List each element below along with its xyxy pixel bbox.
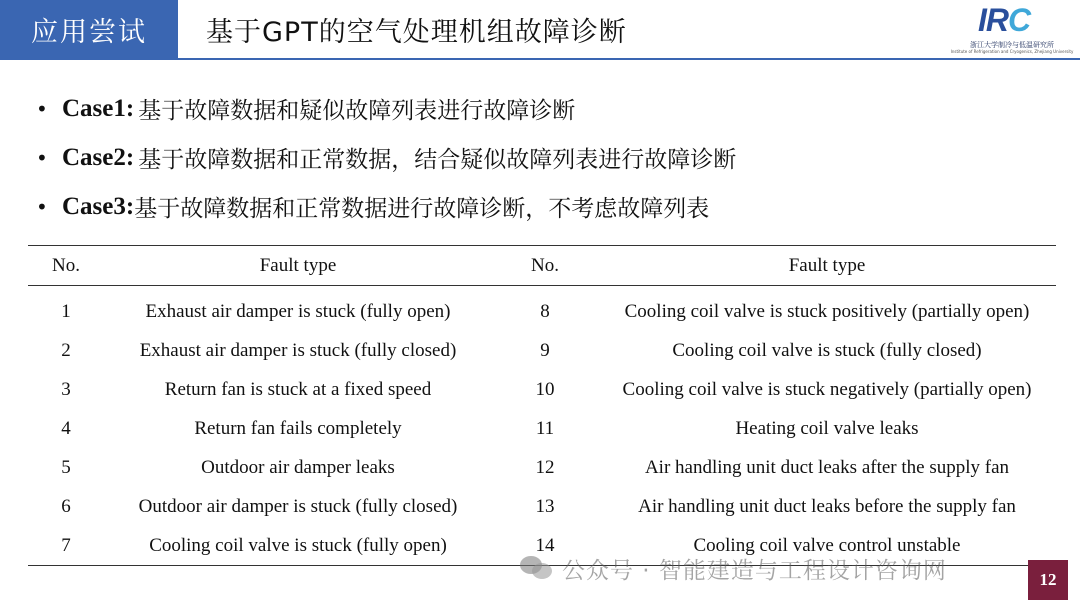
- cell-no: 13: [535, 495, 555, 517]
- slide-title: 基于GPT的空气处理机组故障诊断: [206, 16, 627, 48]
- cell-no: 11: [535, 417, 555, 439]
- slide-header: [0, 0, 1080, 58]
- watermark-text: 公众号 · 智能建造与工程设计咨询网: [562, 557, 947, 584]
- case-list: [36, 84, 1046, 231]
- logo-mark-ir: IR: [978, 2, 1008, 38]
- logo-mark-c: C: [1008, 2, 1031, 38]
- table-row: [28, 370, 1056, 409]
- page-number-badge: 12: [1028, 560, 1068, 600]
- wechat-watermark: [520, 550, 947, 586]
- cell-fault: Cooling coil valve is stuck negatively (partially open): [622, 378, 1032, 400]
- case-label: Case3:: [62, 192, 135, 220]
- table-row: [28, 286, 1056, 332]
- cell-no: 3: [61, 378, 71, 400]
- cell-no: 2: [61, 339, 71, 361]
- cell-no: 7: [61, 534, 71, 556]
- bullet-case2: [36, 133, 1046, 182]
- header-no: No.: [52, 254, 80, 276]
- case-text: 基于故障数据和正常数据进行故障诊断，不考虑故障列表: [134, 196, 710, 222]
- cell-fault: Return fan fails completely: [194, 417, 402, 439]
- cell-no: 6: [61, 495, 71, 517]
- logo-en-text: Institute of Refrigeration and Cryogenics, Zhejiang University: [950, 49, 1074, 54]
- case-label: Case2:: [62, 143, 135, 171]
- cell-fault: Air handling unit duct leaks after the supply fan: [644, 456, 1010, 478]
- table-row: [28, 331, 1056, 370]
- cell-fault: Cooling coil valve control unstable: [693, 534, 961, 556]
- irc-logo: [948, 2, 1076, 56]
- cell-fault: Heating coil valve leaks: [735, 417, 919, 439]
- cell-fault: Outdoor air damper is stuck (fully closed): [138, 495, 458, 517]
- cell-fault: Cooling coil valve is stuck (fully closed): [672, 339, 982, 361]
- cell-no: 14: [535, 534, 555, 556]
- table-header-row: [28, 246, 1056, 286]
- header-fault-type: Fault type: [259, 254, 337, 276]
- header-no: No.: [531, 254, 559, 276]
- table-row: [28, 487, 1056, 526]
- case-label: Case1:: [62, 94, 135, 122]
- fault-type-table: [28, 245, 1056, 566]
- cell-fault: Cooling coil valve is stuck (fully open): [149, 534, 447, 556]
- cell-no: 5: [61, 456, 71, 478]
- table-row: [28, 448, 1056, 487]
- cell-fault: Outdoor air damper leaks: [201, 456, 395, 478]
- bullet-dot: •: [36, 194, 48, 219]
- wechat-icon: [520, 554, 554, 582]
- header-fault-type: Fault type: [788, 254, 866, 276]
- cell-no: 9: [540, 339, 550, 361]
- section-tab: 应用尝试: [0, 0, 178, 58]
- cell-no: 8: [540, 300, 550, 322]
- cell-fault: Exhaust air damper is stuck (fully closed): [139, 339, 457, 361]
- cell-fault: Cooling coil valve is stuck positively (partially open): [624, 300, 1030, 322]
- cell-fault: Air handling unit duct leaks before the supply fan: [638, 495, 1016, 517]
- header-divider: [0, 58, 1080, 60]
- bullet-case3: [36, 182, 1046, 231]
- bullet-case1: [36, 84, 1046, 133]
- cell-fault: Exhaust air damper is stuck (fully open): [145, 300, 451, 322]
- cell-no: 4: [61, 417, 71, 439]
- logo-cn-text: 浙江大学制冷与低温研究所: [970, 41, 1054, 49]
- bullet-dot: •: [36, 145, 48, 170]
- cell-no: 1: [61, 300, 71, 322]
- case-text: 基于故障数据和疑似故障列表进行故障诊断: [138, 98, 576, 124]
- cell-no: 10: [535, 378, 555, 400]
- case-text: 基于故障数据和正常数据，结合疑似故障列表进行故障诊断: [138, 147, 737, 173]
- cell-fault: Return fan is stuck at a fixed speed: [164, 378, 432, 400]
- logo-mark: [978, 2, 1030, 39]
- cell-no: 12: [535, 456, 555, 478]
- bullet-dot: •: [36, 96, 48, 121]
- table-row: [28, 409, 1056, 448]
